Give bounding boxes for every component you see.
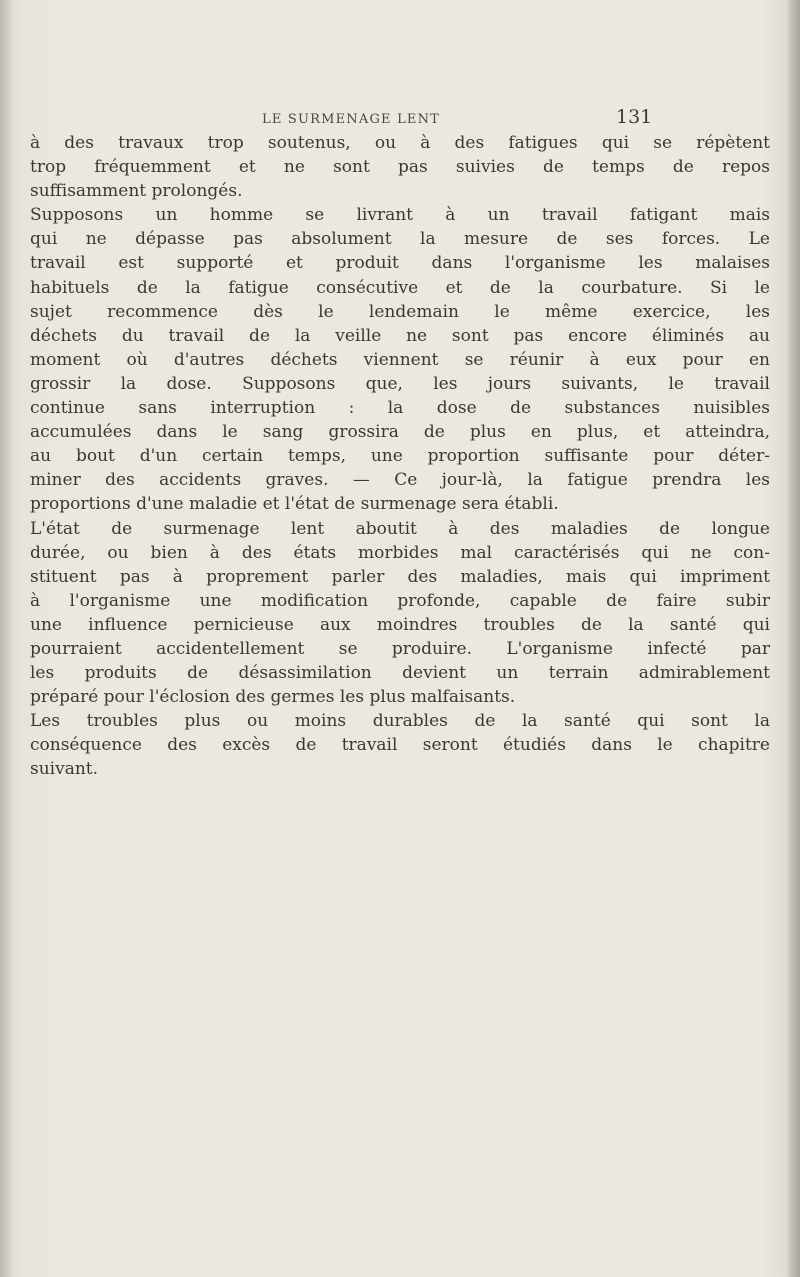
- body-text: [30, 131, 770, 782]
- text-line: à des travaux trop soutenus, ou à des fatigues qui se répètent: [30, 133, 770, 153]
- text-line: qui ne dépasse pas absolument la mesure de ses forces. Le: [30, 229, 770, 250]
- paragraph-2: [30, 203, 770, 516]
- text-line: suffisamment prolongés.: [30, 181, 243, 202]
- text-line: déchets du travail de la veille ne sont pas encore éliminés au: [30, 325, 770, 346]
- text-line: miner des accidents graves. — Ce jour-là, la fatigue prendra les: [30, 470, 770, 491]
- text-line: sujet recommence dès le lendemain le même exercice, les: [30, 301, 770, 322]
- text-line: au bout d'un certain temps, une proportion suffisante pour déter-: [30, 446, 770, 467]
- running-head: [0, 104, 800, 134]
- text-line: conséquence des excès de travail seront étudiés dans le chapitre: [30, 735, 770, 756]
- text-line: une influence pernicieuse aux moindres troubles de la santé qui: [30, 614, 770, 635]
- text-line: moment où d'autres déchets viennent se réunir à eux pour en: [30, 349, 770, 370]
- text-line: travail est supporté et produit dans l'organisme les malaises: [30, 253, 770, 274]
- text-line: préparé pour l'éclosion des germes les plus malfaisants.: [30, 687, 516, 708]
- text-line: les produits de désassimilation devient un terrain admirablement: [30, 663, 770, 684]
- text-line: Supposons un homme se livrant à un travail fatigant mais: [30, 205, 770, 226]
- text-line: grossir la dose. Supposons que, les jours suivants, le travail: [30, 373, 770, 394]
- paragraph-4: [30, 709, 770, 781]
- page-gutter-shadow-left: [0, 0, 12, 1277]
- page-number: 131: [616, 106, 653, 128]
- text-line: accumulées dans le sang grossira de plus en plus, et atteindra,: [30, 422, 770, 443]
- paragraph-1: [30, 131, 770, 203]
- running-title: LE SURMENAGE LENT: [262, 112, 441, 127]
- text-line: pourraient accidentellement se produire. L'organisme infecté par: [30, 638, 770, 659]
- text-line: stituent pas à proprement parler des maladies, mais qui impriment: [30, 566, 770, 587]
- text-line: durée, ou bien à des états morbides mal caractérisés qui ne con-: [30, 542, 770, 563]
- text-line: habituels de la fatigue consécutive et de la courbature. Si le: [30, 277, 770, 298]
- page-gutter-shadow-right: [786, 0, 800, 1277]
- text-line: continue sans interruption : la dose de substances nuisibles: [30, 398, 770, 419]
- paragraph-3: [30, 517, 770, 710]
- text-line: à l'organisme une modification profonde, capable de faire subir: [30, 590, 770, 611]
- text-line: trop fréquemment et ne sont pas suivies de temps de repos: [30, 157, 770, 178]
- text-line: Les troubles plus ou moins durables de la santé qui sont la: [30, 711, 770, 732]
- text-line: suivant.: [30, 759, 99, 780]
- text-line: proportions d'une maladie et l'état de surmenage sera établi.: [30, 494, 559, 515]
- text-line: L'état de surmenage lent aboutit à des maladies de longue: [30, 518, 770, 539]
